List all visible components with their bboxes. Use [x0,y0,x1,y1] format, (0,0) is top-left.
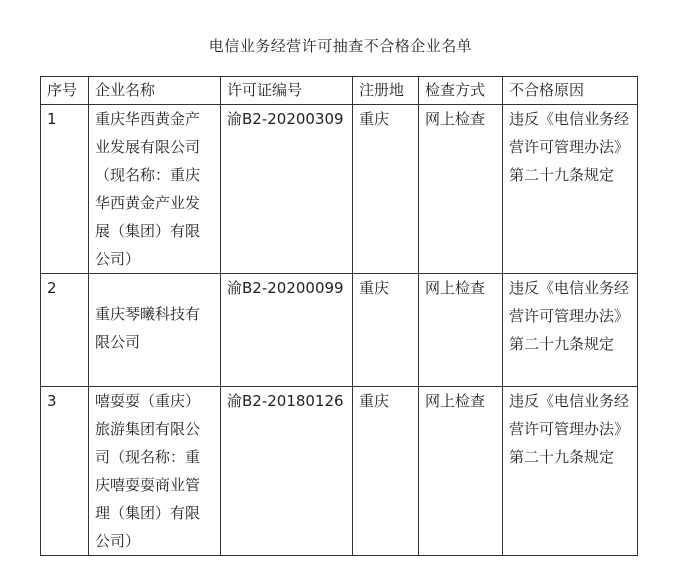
header-noncompliance-reason: 不合格原因 [503,77,638,105]
cell-company-name [89,274,221,387]
noncompliant-companies-table [40,76,638,556]
cell-inspection-method: 网上检查 [419,274,503,387]
cell-company-name: 嘻耍耍（重庆）旅游集团有限公司（现名称：重庆嘻耍耍商业管理（集团）有限公司） [89,387,221,556]
page-title: 电信业务经营许可抽查不合格企业名单 [208,37,473,55]
table-row [41,274,638,387]
cell-license-number: 渝B2-20200309 [221,105,353,274]
table-header-row [41,77,638,105]
cell-noncompliance-reason: 违反《电信业务经营许可管理办法》第二十九条规定 [503,105,638,274]
cell-noncompliance-reason: 违反《电信业务经营许可管理办法》第二十九条规定 [503,387,638,556]
cell-registered-location: 重庆 [353,274,419,387]
cell-license-number: 渝B2-20180126 [221,387,353,556]
cell-inspection-method: 网上检查 [419,387,503,556]
header-company-name: 企业名称 [89,77,221,105]
header-inspection-method: 检查方式 [419,77,503,105]
cell-license-number: 渝B2-20200099 [221,274,353,387]
cell-index: 3 [41,387,89,556]
cell-registered-location: 重庆 [353,105,419,274]
table-row [41,387,638,556]
cell-index: 2 [41,274,89,387]
header-index: 序号 [41,77,89,105]
cell-index: 1 [41,105,89,274]
cell-noncompliance-reason: 违反《电信业务经营许可管理办法》第二十九条规定 [503,274,638,387]
company-name-text: 重庆琴曦科技有限公司 [95,305,201,351]
table-row [41,105,638,274]
cell-inspection-method: 网上检查 [419,105,503,274]
header-registered-location: 注册地 [353,77,419,105]
cell-registered-location: 重庆 [353,387,419,556]
header-license-number: 许可证编号 [221,77,353,105]
cell-company-name: 重庆华西黄金产业发展有限公司（现名称：重庆华西黄金产业发展（集团）有限公司） [89,105,221,274]
